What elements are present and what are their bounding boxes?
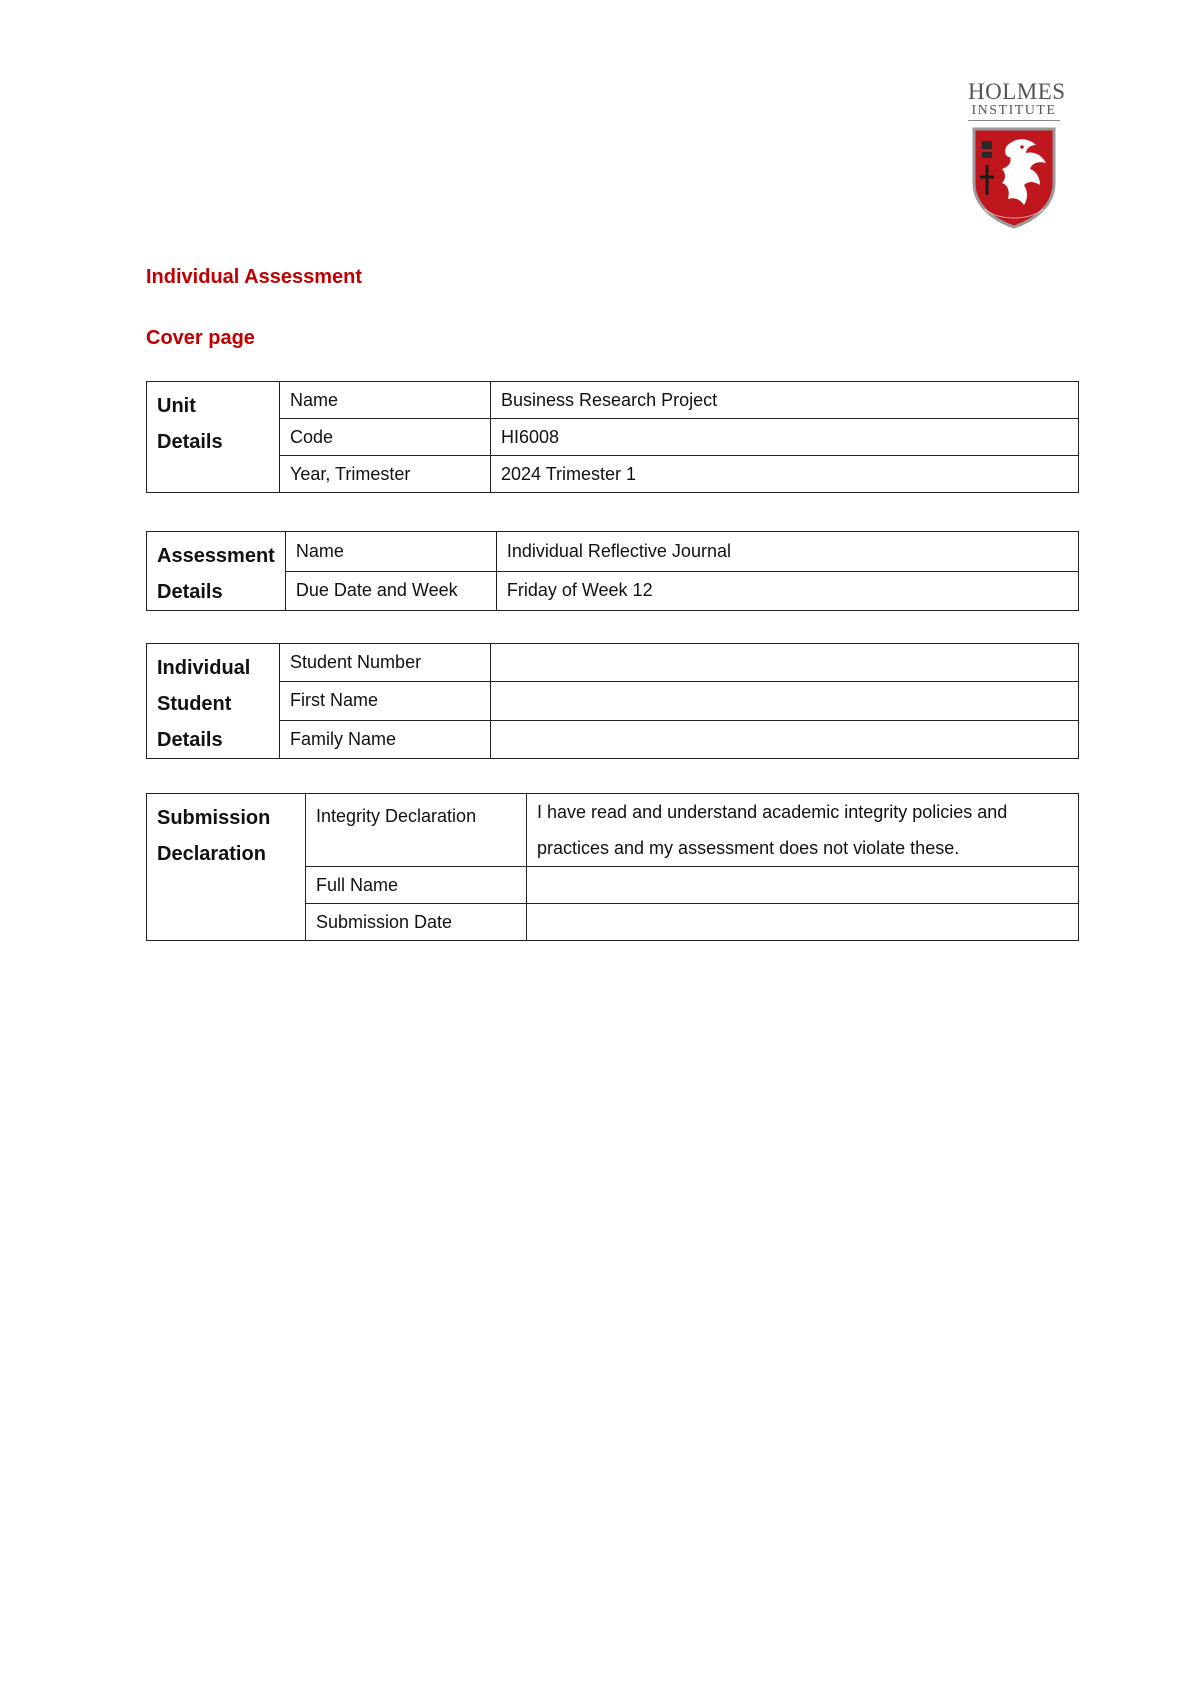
first-name-input[interactable] bbox=[491, 682, 1079, 720]
student-number-input[interactable] bbox=[491, 644, 1079, 682]
unit-code-field: Code bbox=[280, 419, 491, 456]
full-name-field: Full Name bbox=[306, 867, 527, 904]
submission-date-field: Submission Date bbox=[306, 904, 527, 941]
student-details-table bbox=[146, 643, 1079, 759]
full-name-input[interactable] bbox=[527, 867, 1079, 904]
table-row bbox=[147, 720, 1079, 758]
family-name-field: Family Name bbox=[280, 720, 491, 758]
logo-wordmark-institute: INSTITUTE bbox=[968, 104, 1060, 121]
document-subtitle: Cover page bbox=[146, 327, 255, 349]
integrity-declaration-field: Integrity Declaration bbox=[306, 794, 527, 867]
assessment-details-label: Assessment Details bbox=[147, 532, 286, 611]
unit-code-value: HI6008 bbox=[491, 419, 1079, 456]
logo-wordmark-holmes: HOLMES bbox=[968, 79, 1066, 104]
unit-name-value: Business Research Project bbox=[491, 382, 1079, 419]
unit-name-field: Name bbox=[280, 382, 491, 419]
table-row bbox=[147, 682, 1079, 720]
first-name-field: First Name bbox=[280, 682, 491, 720]
assessment-details-table bbox=[146, 531, 1079, 611]
unit-year-value: 2024 Trimester 1 bbox=[491, 456, 1079, 493]
integrity-declaration-text: I have read and understand academic integrity policies and practices and my assessment does not violate these. bbox=[527, 794, 1079, 867]
table-row bbox=[147, 794, 1079, 867]
due-date-field: Due Date and Week bbox=[285, 571, 496, 611]
shield-griffin-icon bbox=[970, 125, 1058, 229]
family-name-input[interactable] bbox=[491, 720, 1079, 758]
unit-details-label: Unit Details bbox=[147, 382, 280, 493]
table-row bbox=[147, 456, 1079, 493]
assessment-name-field: Name bbox=[285, 532, 496, 572]
unit-details-table bbox=[146, 381, 1079, 493]
document-title: Individual Assessment bbox=[146, 266, 362, 288]
due-date-value: Friday of Week 12 bbox=[496, 571, 1078, 611]
table-row bbox=[147, 382, 1079, 419]
submission-declaration-label: Submission Declaration bbox=[147, 794, 306, 941]
table-row bbox=[147, 419, 1079, 456]
submission-declaration-table bbox=[146, 793, 1079, 941]
assessment-name-value: Individual Reflective Journal bbox=[496, 532, 1078, 572]
unit-year-field: Year, Trimester bbox=[280, 456, 491, 493]
table-row bbox=[147, 644, 1079, 682]
student-number-field: Student Number bbox=[280, 644, 491, 682]
table-row bbox=[147, 571, 1079, 611]
table-row bbox=[147, 532, 1079, 572]
submission-date-input[interactable] bbox=[527, 904, 1079, 941]
holmes-institute-logo bbox=[968, 79, 1066, 229]
student-details-label: Individual Student Details bbox=[147, 644, 280, 759]
